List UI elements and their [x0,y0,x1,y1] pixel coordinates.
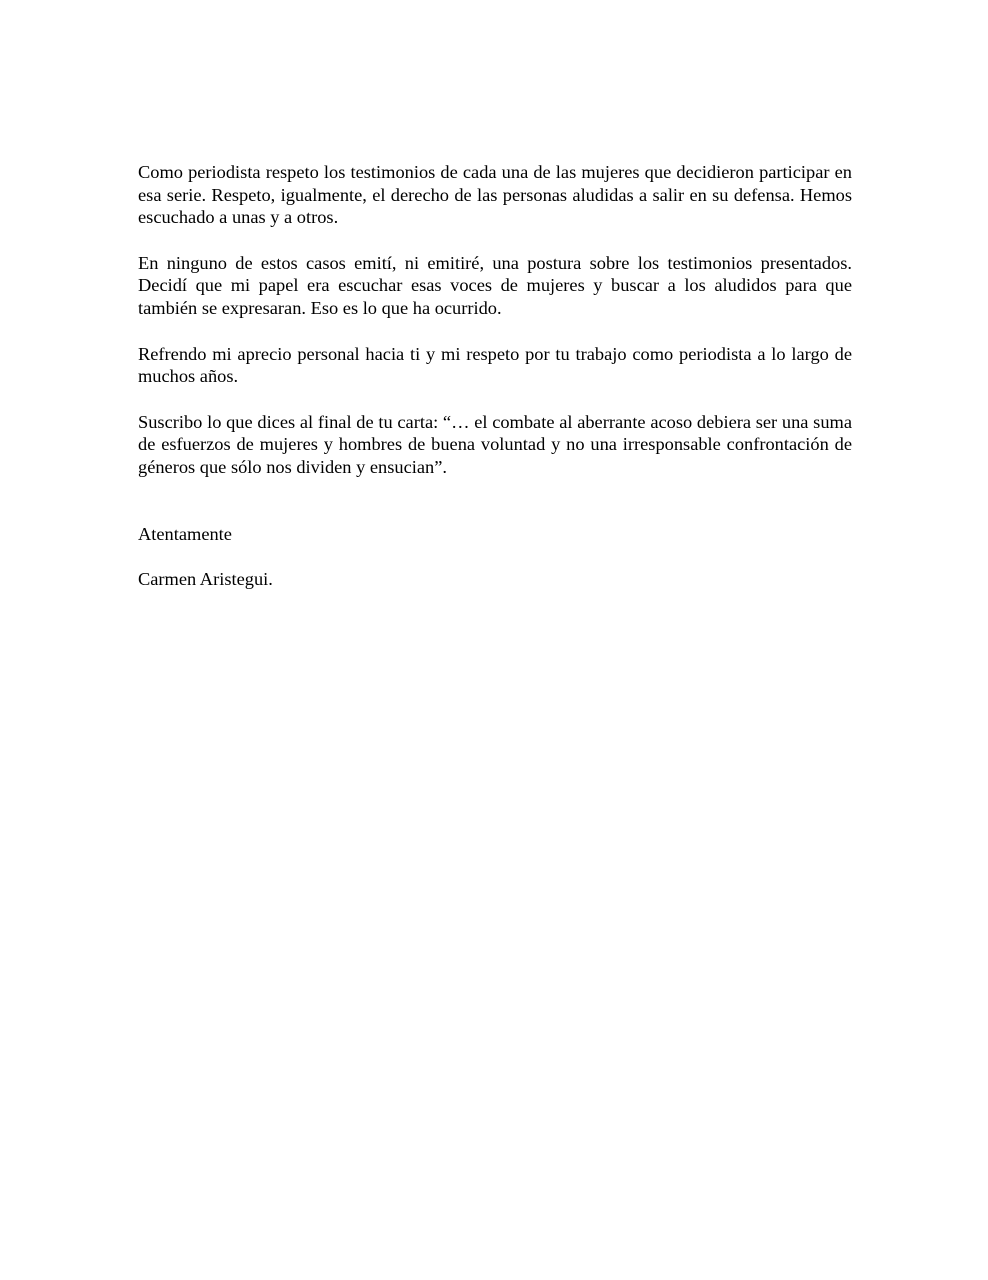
paragraph-appreciation: Refrendo mi aprecio personal hacia ti y mi respeto por tu trabajo como periodista a lo largo de muchos años. [138,343,852,387]
closing-line: Atentamente [138,523,232,544]
paragraph-testimonies: Como periodista respeto los testimonios de cada una de las mujeres que decidieron participar en esa serie. Respeto, igualmente, el derecho de las personas aludidas a salir en su defensa. Hemos escuchado a unas y a otros. [138,162,852,228]
signature: Carmen Aristegui. [138,569,273,590]
paragraph-quote: Suscribo lo que dices al final de tu carta: “… el combate al aberrante acoso debiera ser una suma de esfuerzos de mujeres y hombres de buena voluntad y no una irresponsable confrontación de géneros que sólo nos dividen y ensucian”. [138,411,852,477]
letter-body [138,161,852,591]
paragraph-no-stance: En ninguno de estos casos emití, ni emitiré, una postura sobre los testimonios presentados. Decidí que mi papel era escuchar esas voces de mujeres y buscar a los aludidos para que también se expresaran. Eso es lo que ha ocurrido. [138,252,852,318]
